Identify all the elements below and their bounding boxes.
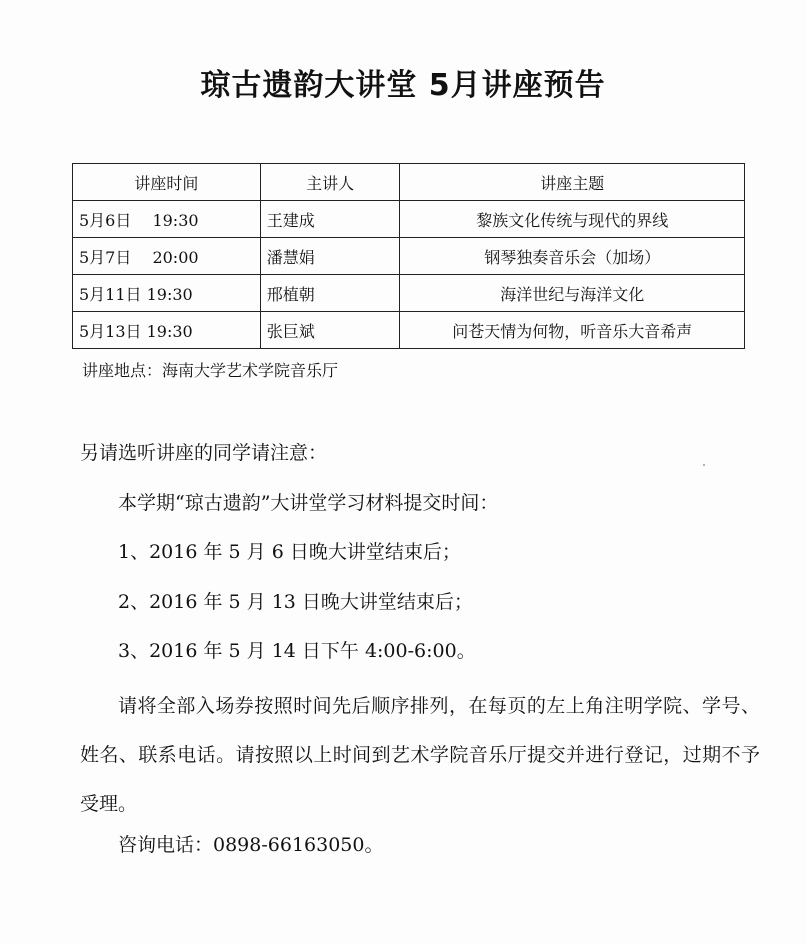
page-title: 琼古遗韵大讲堂 5月讲座预告 bbox=[200, 68, 606, 103]
venue-note: 讲座地点：海南大学艺术学院音乐厅 bbox=[82, 361, 339, 380]
lecture-time: 5月6日 19:30 bbox=[73, 201, 261, 238]
submission-date-item: 1、2016 年 5 月 6 日晚大讲堂结束后； bbox=[118, 541, 461, 563]
table-row bbox=[73, 275, 745, 312]
lecture-topic: 海洋世纪与海洋文化 bbox=[400, 275, 745, 312]
contact-phone: 咨询电话：0898-66163050。 bbox=[118, 834, 384, 856]
submission-date-item: 2、2016 年 5 月 13 日晚大讲堂结束后； bbox=[118, 591, 473, 613]
scan-speck bbox=[703, 464, 705, 466]
lecture-topic: 黎族文化传统与现代的界线 bbox=[400, 201, 745, 238]
table-row bbox=[73, 238, 745, 275]
table-header-row bbox=[73, 164, 745, 201]
lecture-speaker: 邢植朝 bbox=[260, 275, 400, 312]
lecture-speaker: 潘慧娟 bbox=[260, 238, 400, 275]
lecture-speaker: 王建成 bbox=[260, 201, 400, 238]
notice-heading: 另请选听讲座的同学请注意： bbox=[80, 442, 328, 464]
lecture-time: 5月7日 20:00 bbox=[73, 238, 261, 275]
lecture-speaker: 张巨斌 bbox=[260, 312, 400, 349]
submission-date-item: 3、2016 年 5 月 14 日下午 4:00-6:00。 bbox=[118, 640, 476, 662]
column-header-speaker: 主讲人 bbox=[260, 164, 400, 201]
lecture-time: 5月11日 19:30 bbox=[73, 275, 261, 312]
column-header-time: 讲座时间 bbox=[73, 164, 261, 201]
table-row bbox=[73, 201, 745, 238]
column-header-topic: 讲座主题 bbox=[400, 164, 745, 201]
lecture-topic: 问苍天情为何物，听音乐大音希声 bbox=[400, 312, 745, 349]
submission-intro: 本学期“琼古遗韵”大讲堂学习材料提交时间： bbox=[118, 492, 499, 514]
lecture-topic: 钢琴独奏音乐会（加场） bbox=[400, 238, 745, 275]
lecture-schedule-table bbox=[72, 163, 745, 349]
table-row bbox=[73, 312, 745, 349]
lecture-time: 5月13日 19:30 bbox=[73, 312, 261, 349]
submission-instructions: 请将全部入场券按照时间先后顺序排列，在每页的左上角注明学院、学号、姓名、联系电话。请按照以上时间到艺术学院音乐厅提交并进行登记，过期不予受理。 bbox=[80, 695, 760, 815]
